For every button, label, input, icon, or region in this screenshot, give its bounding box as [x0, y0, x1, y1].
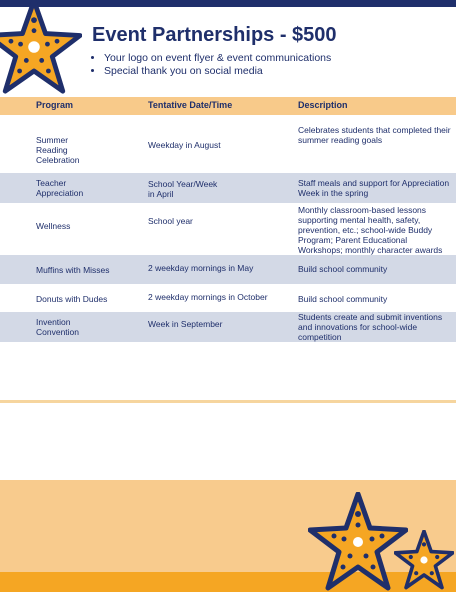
- page-title: Event Partnerships - $500: [92, 24, 337, 46]
- table-row: [0, 312, 456, 342]
- date-cell: Week in September: [148, 319, 223, 329]
- description-cell: Monthly classroom-based lessons supporting mental health, safety, prevention, etc.; school-wide Buddy Program; Parent Educational Workshops; monthly character awards: [298, 205, 443, 255]
- program-cell: Wellness: [36, 221, 71, 231]
- description-cell: Celebrates students that completed their summer reading goals: [298, 125, 451, 145]
- starfish-icon: [0, 0, 82, 100]
- programs-table: [0, 97, 456, 342]
- description-cell: Students create and submit inventions and innovations for school-wide competition: [298, 312, 443, 342]
- column-header-date: Tentative Date/Time: [148, 100, 233, 110]
- date-cell: Weekday in August: [148, 140, 221, 150]
- date-cell: School year: [148, 216, 193, 226]
- table-row: [0, 284, 456, 312]
- table-row: [0, 255, 456, 284]
- program-cell: Muffins with Misses: [36, 265, 110, 275]
- benefit-item: • Your logo on event flyer & event communications: [104, 52, 331, 65]
- benefit-item: • Special thank you on social media: [104, 65, 331, 78]
- program-cell: Donuts with Dudes: [36, 294, 108, 304]
- program-cell: Summer Reading Celebration: [36, 135, 80, 165]
- divider: [0, 400, 456, 403]
- date-cell: 2 weekday mornings in May: [148, 263, 254, 273]
- starfish-icon: [308, 492, 408, 592]
- description-cell: Build school community: [298, 264, 388, 274]
- column-header-description: Description: [298, 100, 348, 110]
- column-header-program: Program: [36, 100, 74, 110]
- date-cell: School Year/Week in April: [148, 179, 218, 199]
- program-cell: Invention Convention: [36, 317, 80, 337]
- benefits-list: [92, 52, 331, 78]
- program-cell: Teacher Appreciation: [36, 178, 84, 198]
- table-row: [0, 203, 456, 255]
- table-header: [0, 97, 456, 115]
- description-cell: Staff meals and support for Appreciation Week in the spring: [298, 178, 450, 198]
- date-cell: 2 weekday mornings in October: [148, 292, 268, 302]
- starfish-icon: [394, 530, 454, 590]
- description-cell: Build school community: [298, 294, 388, 304]
- table-row: [0, 173, 456, 203]
- table-row: [0, 115, 456, 173]
